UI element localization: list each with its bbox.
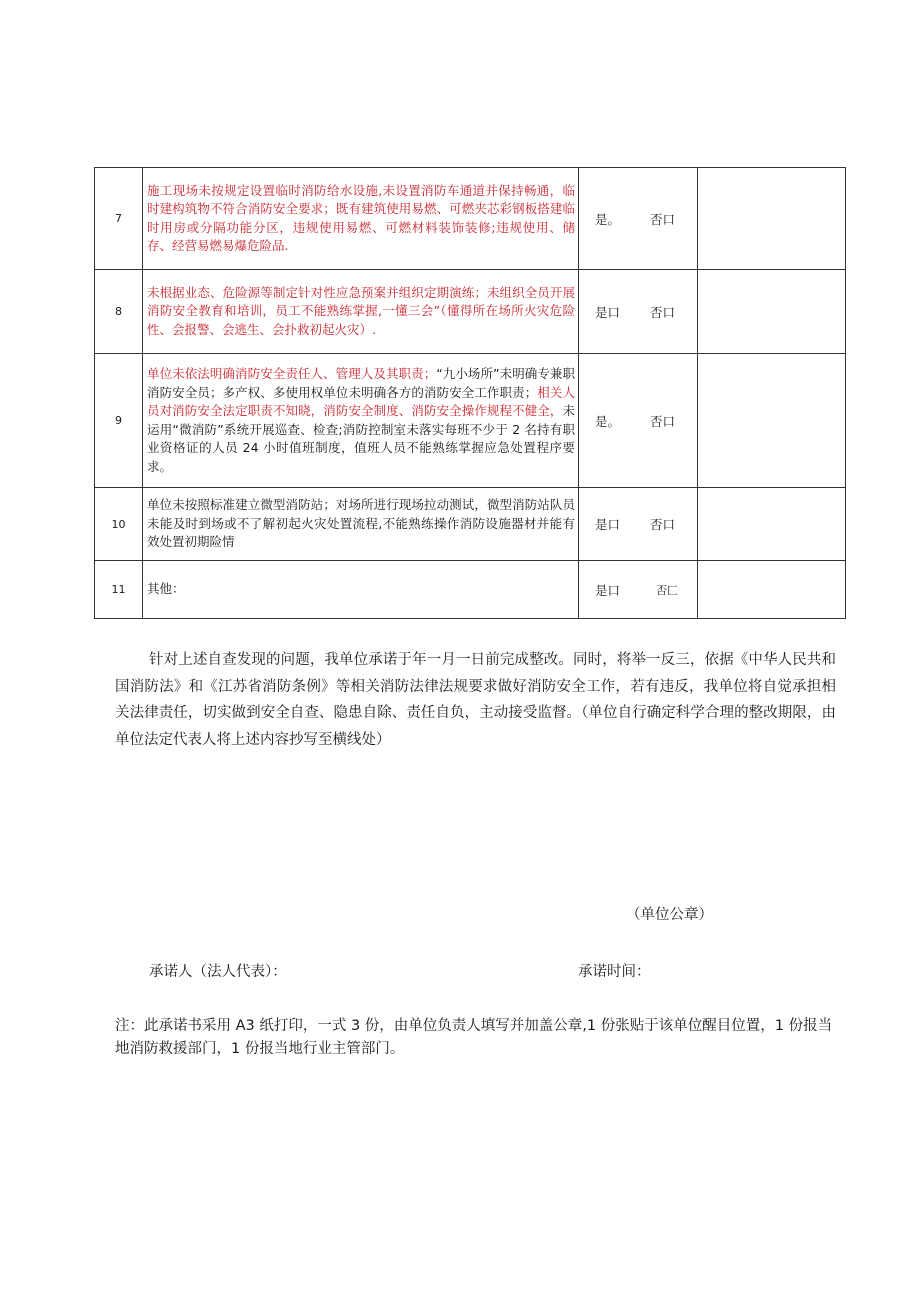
self-check-table [94, 167, 846, 619]
row-number: 11 [95, 561, 143, 619]
answer-cell [579, 561, 698, 619]
row-number: 10 [95, 488, 143, 561]
promisor-label: 承诺人（法人代表）： [149, 964, 287, 980]
table-row [95, 168, 846, 270]
row-description: 施工现场未按规定设置临时消防给水设施,未设置消防车通道并保持畅通，临时建构筑物不符合消防安全要求；既有建筑使用易燃、可燃夹芯彩钢板搭建临时用房或分隔功能分区，违规使用易燃、可燃材料装饰装修;违规使用、储存、经营易燃易爆危险品. [143, 168, 579, 270]
no-checkbox[interactable]: 否匚 [656, 583, 678, 597]
remark-cell[interactable] [698, 488, 846, 561]
answer-cell [579, 168, 698, 270]
desc-red-segment: 单位未依法明确消防安全责任人、管理人及其职责； [147, 366, 437, 381]
row-number: 7 [95, 168, 143, 270]
row-number: 8 [95, 270, 143, 354]
no-checkbox[interactable]: 否口 [650, 517, 676, 532]
no-checkbox[interactable]: 否口 [650, 304, 676, 320]
no-checkbox[interactable]: 否口 [650, 413, 676, 429]
table-row [95, 488, 846, 561]
promise-time-label: 承诺时间： [578, 964, 651, 980]
desc-red-segment: 相关人员对消防安全法定职责不知晓，消防安全制度、消防安全操作规程不健全， [147, 384, 575, 418]
footnote: 注：此承诺书采用 A3 纸打印，一式 3 份，由单位负责人填写并加盖公章,1 份张贴于该单位醒目位置，1 份报当地消防救援部门，1 份报当地行业主管部门。 [115, 1018, 833, 1057]
row-description: 未根据业态、危险源等制定针对性应急预案并组织定期演练；未组织全员开展消防安全教育和培训，员工不能熟练掌握,一懂三会”（懂得所在场所火灾危险性、会报警、会逃生、会扑救初起火灾）. [143, 270, 579, 354]
remark-cell[interactable] [698, 561, 846, 619]
yes-checkbox[interactable]: 是口 [595, 304, 621, 320]
no-checkbox[interactable]: 否口 [650, 211, 676, 227]
answer-cell [579, 270, 698, 354]
remark-cell[interactable] [698, 354, 846, 488]
row-description: 单位未按照标准建立微型消防站；对场所进行现场拉动测试，微型消防站队员未能及时到场或不了解初起火灾处置流程,不能熟练操作消防设施器材并能有效处置初期险情 [143, 488, 579, 561]
remark-cell[interactable] [698, 168, 846, 270]
remark-cell[interactable] [698, 270, 846, 354]
yes-checkbox[interactable]: 是。 [595, 413, 621, 429]
table-row [95, 561, 846, 619]
unit-seal-label: （单位公章） [626, 907, 713, 923]
desc-black-segment: 未运用“微消防”系统开展巡查、检查;消防控制室未落实每班不少于 2 名持有职业资格证的人员 24 小时值班制度，值班人员不能熟练掌握应急处置程序要求。 [147, 403, 575, 474]
commitment-paragraph: 针对上述自查发现的问题，我单位承诺于年一月一日前完成整改。同时，将举一反三，依据《中华人民共和国消防法》和《江苏省消防条例》等相关消防法律法规要求做好消防安全工作，若有违反，我单位将自觉承担相关法律责任，切实做到安全自查、隐患自除、责任自负，主动接受监督。（单位自行确定科学合理的整改期限，由单位法定代表人将上述内容抄写至横线处） [115, 652, 836, 748]
row-description [143, 354, 579, 488]
yes-checkbox[interactable]: 是口 [595, 517, 621, 532]
answer-cell [579, 354, 698, 488]
table-row [95, 354, 846, 488]
row-description: 其他： [143, 561, 579, 619]
answer-cell [579, 488, 698, 561]
yes-checkbox[interactable]: 是。 [595, 211, 621, 227]
table-row [95, 270, 846, 354]
desc-black-segment: “九小场所”未明确专兼职消防安全员；多产权、多使用权单位未明确各方的消防安全工作职责； [147, 366, 575, 400]
yes-checkbox[interactable]: 是口 [595, 582, 621, 598]
row-number: 9 [95, 354, 143, 488]
